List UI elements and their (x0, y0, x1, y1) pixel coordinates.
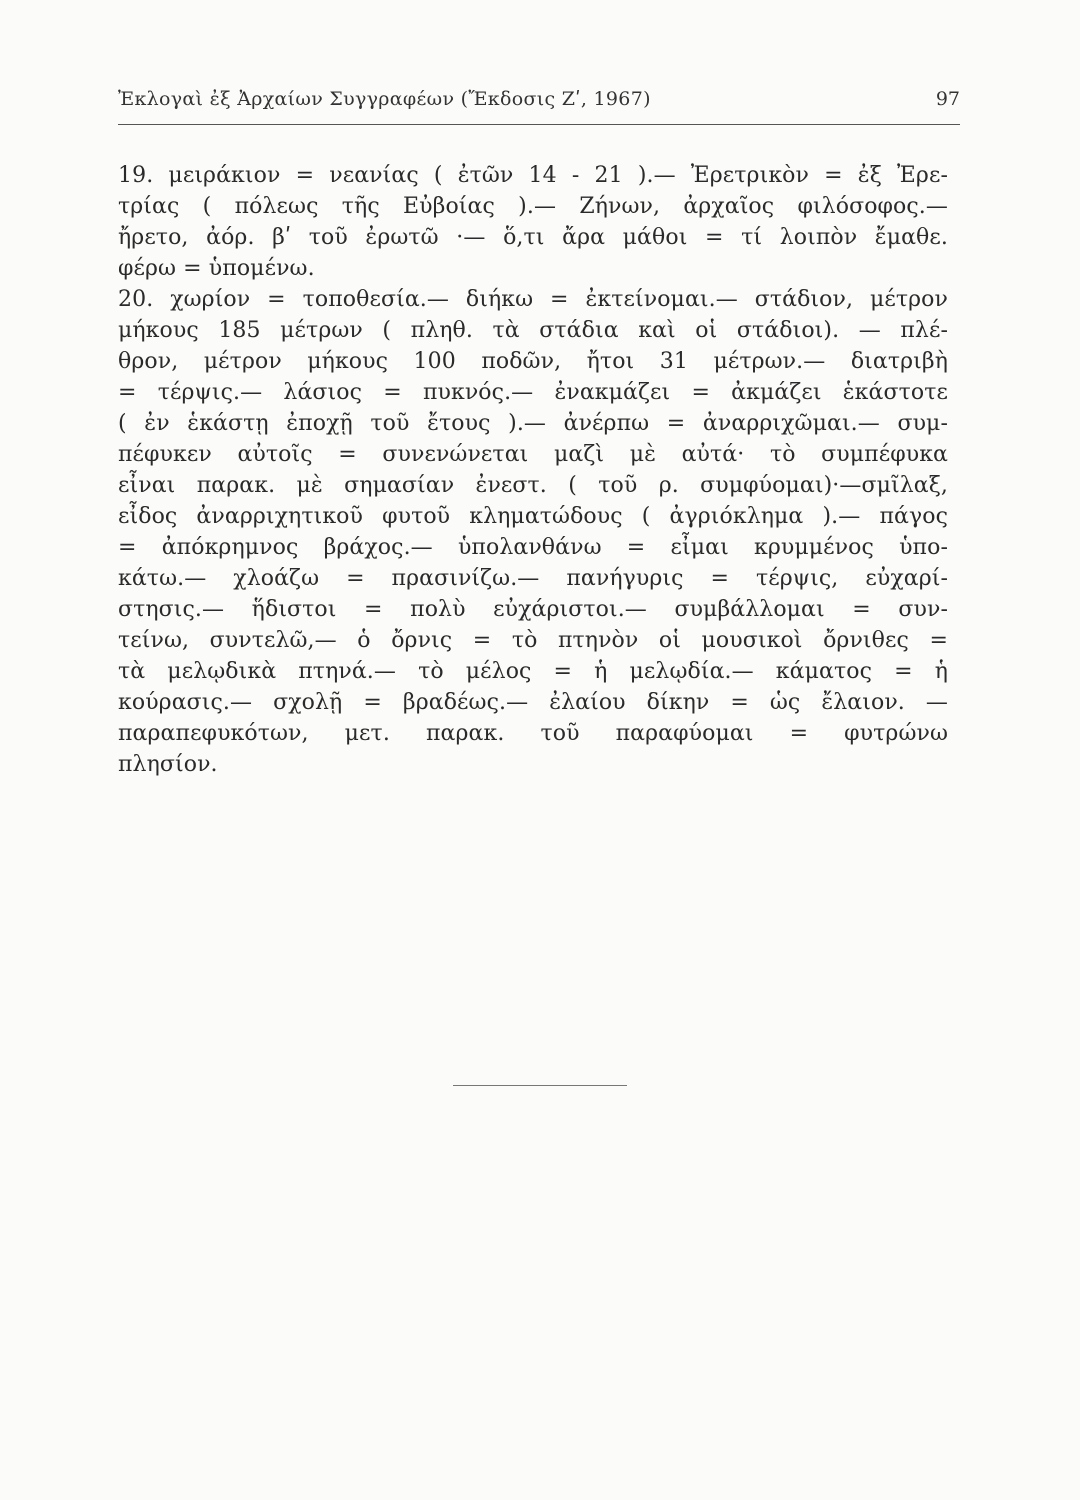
text-line: θρον, μέτρον μήκους 100 ποδῶν, ἤτοι 31 μέτρων.— διατριβὴ (118, 349, 948, 374)
text-line: πέφυκεν αὐτοῖς = συνενώνεται μαζὶ μὲ αὐτά· τὸ συμπέφυκα (118, 442, 948, 467)
text-line: εἶδος ἀναρριχητικοῦ φυτοῦ κληματώδους ( ἀγριόκλημα ).— πάγος (118, 504, 948, 529)
text-line: εἶναι παρακ. μὲ σημασίαν ἐνεστ. ( τοῦ ρ. συμφύομαι)·—σμῖλαξ, (118, 473, 948, 498)
text-line: = ἀπόκρημνος βράχος.— ὑπολανθάνω = εἶμαι κρυμμένος ὑπο- (118, 535, 948, 560)
page-number: 97 (935, 88, 960, 110)
text-line: στησις.— ἥδιστοι = πολὺ εὐχάριστοι.— συμβάλλομαι = συν- (118, 597, 948, 622)
text-line: ( ἐν ἑκάστῃ ἐποχῇ τοῦ ἔτους ).— ἀνέρπω = ἀναρριχῶμαι.— συμ- (118, 411, 948, 436)
text-line: τείνω, συντελῶ,— ὁ ὄρνις = τὸ πτηνὸν οἱ μουσικοὶ ὄρνιθες = (118, 628, 948, 653)
text-line: φέρω = ὑπομένω. (118, 256, 315, 281)
footer-rule (453, 1085, 627, 1086)
header-rule (118, 124, 960, 125)
text-line: τὰ μελῳδικὰ πτηνά.— τὸ μέλος = ἡ μελῳδία.— κάματος = ἡ (118, 659, 948, 684)
text-line: κούρασις.— σχολῇ = βραδέως.— ἐλαίου δίκην = ὡς ἔλαιον. — (118, 690, 948, 715)
running-head (118, 88, 960, 120)
glossary-text (118, 160, 948, 780)
text-line: παραπεφυκότων, μετ. παρακ. τοῦ παραφύομαι = φυτρώνω (118, 721, 948, 746)
text-line: μήκους 185 μέτρων ( πληθ. τὰ στάδια καὶ οἱ στάδιοι). — πλέ- (118, 318, 948, 343)
text-line: = τέρψις.— λάσιος = πυκνός.— ἐνακμάζει = ἀκμάζει ἑκάστοτε (118, 380, 948, 405)
text-line: 19. μειράκιον = νεανίας ( ἐτῶν 14 - 21 ).— Ἐρετρικὸν = ἐξ Ἐρε- (118, 163, 948, 188)
running-title: Ἐκλογαὶ ἐξ Ἀρχαίων Συγγραφέων (Ἔκδοσις Ζʹ, 1967) (118, 88, 651, 110)
text-line: 20. χωρίον = τοποθεσία.— διήκω = ἐκτείνομαι.— στάδιον, μέτρον (118, 287, 948, 312)
text-line: ἤρετο, ἀόρ. βʹ τοῦ ἐρωτῶ ·— ὅ,τι ἄρα μάθοι = τί λοιπὸν ἔμαθε. (118, 225, 948, 250)
text-line: τρίας ( πόλεως τῆς Εὐβοίας ).— Ζήνων, ἀρχαῖος φιλόσοφος.— (118, 194, 948, 219)
text-line: πλησίον. (118, 752, 218, 777)
text-line: κάτω.— χλοάζω = πρασινίζω.— πανήγυρις = τέρψις, εὐχαρί- (118, 566, 948, 591)
